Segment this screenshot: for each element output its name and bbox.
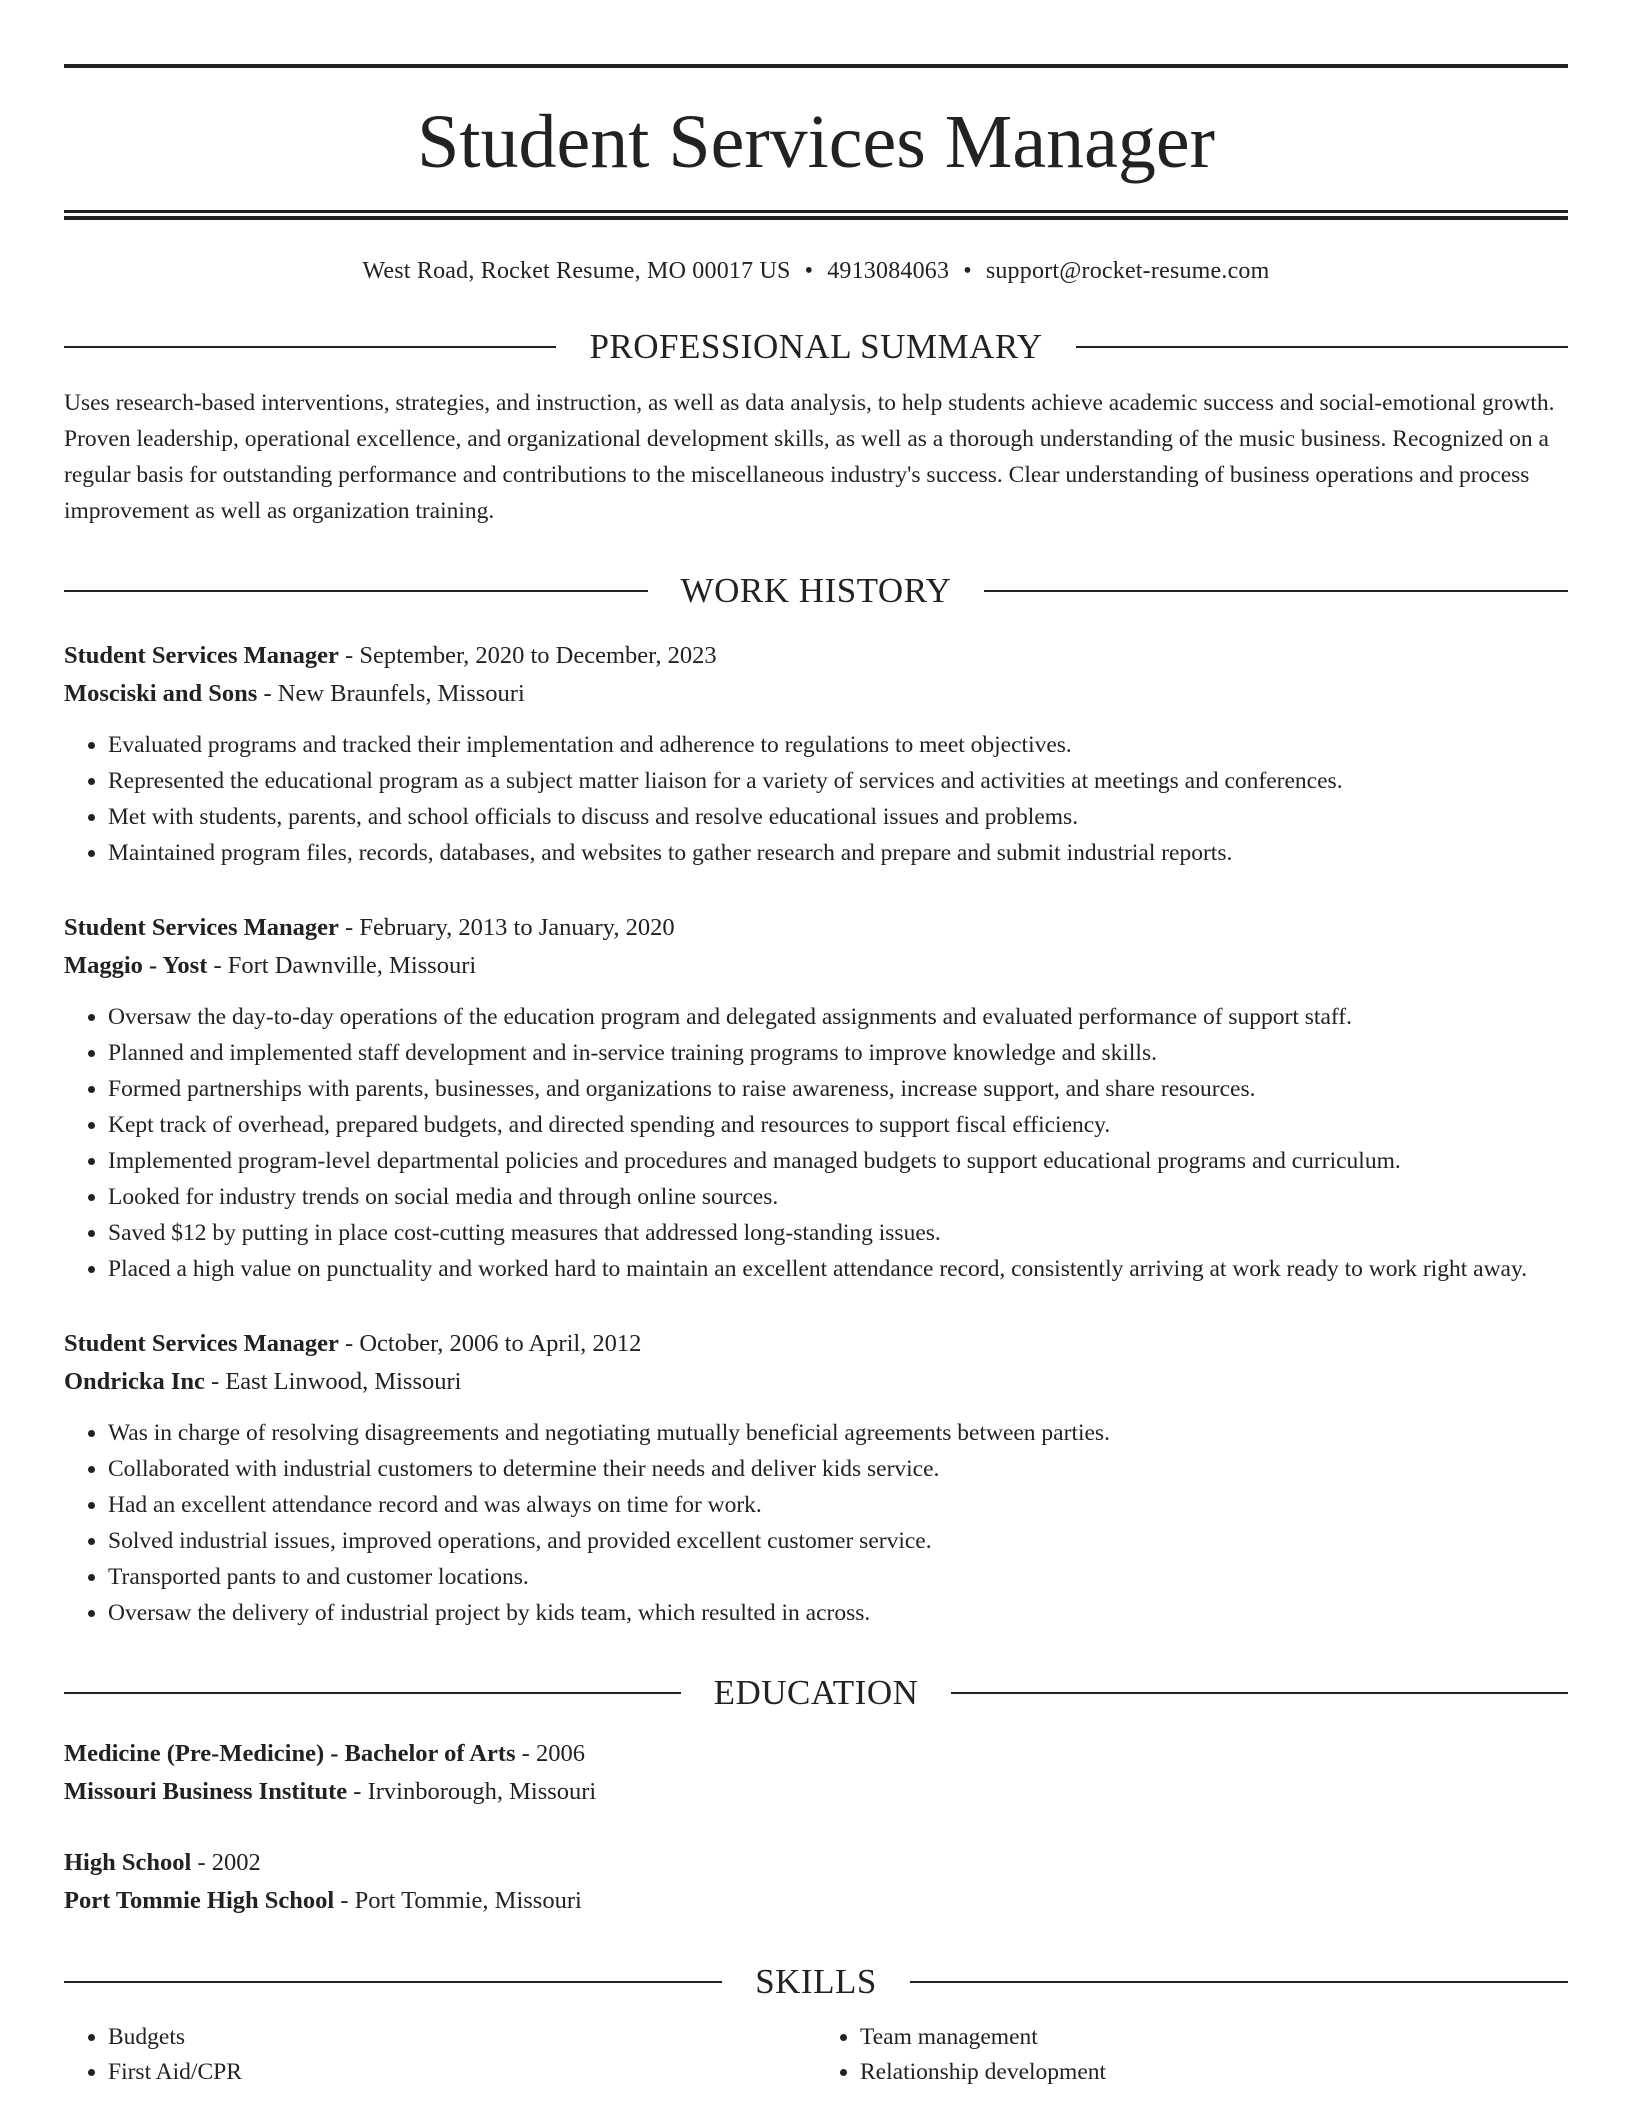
education-location: - Port Tommie, Missouri [334,1887,582,1914]
job-entry [64,909,1568,1287]
job-title: Student Services Manager [64,1330,339,1357]
list-item: • Formed partnerships with parents, businesses, and organizations to raise awareness, increase support, and share resources. [108,1071,1568,1107]
list-item: • Oversaw the day-to-day operations of the education program and delegated assignments and evaluated performance of support staff. [108,999,1568,1035]
education-degree: Medicine (Pre-Medicine) - Bachelor of Arts [64,1740,516,1767]
page-title: Student Services Manager [417,100,1215,184]
education-school-line [64,1773,1568,1811]
education-degree-line [64,1844,1568,1882]
education-school: Missouri Business Institute [64,1778,348,1805]
section-heading-education [64,1673,1568,1713]
contact-separator: • [963,258,972,284]
education-entry [64,1735,1568,1811]
list-item: • Kept track of overhead, prepared budgets, and directed spending and resources to support fiscal efficiency. [108,1107,1568,1143]
skills-column-left [64,2020,816,2090]
contact-phone: 4913084063 [827,258,950,284]
job-dates: - September, 2020 to December, 2023 [338,642,717,669]
list-item: • Had an excellent attendance record and was always on time for work. [108,1487,1568,1523]
list-item: • Solved industrial issues, improved operations, and provided excellent customer service. [108,1523,1568,1559]
contact-line [64,258,1568,285]
job-title-line [64,637,1568,675]
section-title: SKILLS [755,1962,877,2001]
list-item: • Maintained program files, records, databases, and websites to gather research and prepare and submit industrial reports. [108,835,1568,871]
section-title: PROFESSIONAL SUMMARY [589,327,1043,366]
job-bullets [64,1415,1568,1631]
list-item: • Represented the educational program as a subject matter liaison for a variety of services and activities at meetings and conferences. [108,763,1568,799]
job-bullets [64,727,1568,871]
heading-rule [910,1981,1568,1983]
skill-item: • First Aid/CPR [108,2055,816,2090]
top-rule [64,64,1568,68]
job-company: Ondricka Inc [64,1368,205,1395]
job-title-line [64,909,1568,947]
list-item: • Saved $12 by putting in place cost-cutting measures that addressed long-standing issues. [108,1215,1568,1251]
job-title-line [64,1325,1568,1363]
section-title: EDUCATION [713,1673,919,1712]
job-location: - East Linwood, Missouri [204,1368,462,1395]
education-year: - 2002 [191,1849,261,1876]
list-item: • Was in charge of resolving disagreements and negotiating mutually beneficial agreements between parties. [108,1415,1568,1451]
skill-item: • Budgets [108,2020,816,2055]
skills-list [64,2020,1568,2090]
list-item: • Planned and implemented staff development and in-service training programs to improve knowledge and skills. [108,1035,1568,1071]
job-title: Student Services Manager [64,642,339,669]
job-company-line [64,675,1568,713]
job-dates: - February, 2013 to January, 2020 [338,914,675,941]
job-company-line [64,947,1568,985]
list-item: • Collaborated with industrial customers to determine their needs and deliver kids service. [108,1451,1568,1487]
heading-rule [984,590,1568,592]
job-entry [64,1325,1568,1631]
job-entry [64,637,1568,871]
list-item: • Oversaw the delivery of industrial project by kids team, which resulted in across. [108,1595,1568,1631]
education-location: - Irvinborough, Missouri [347,1778,597,1805]
skills-column-right [816,2020,1568,2090]
education-school: Port Tommie High School [64,1887,335,1914]
list-item: • Transported pants to and customer locations. [108,1559,1568,1595]
job-title: Student Services Manager [64,914,339,941]
job-company-line [64,1363,1568,1401]
list-item: • Evaluated programs and tracked their implementation and adherence to regulations to meet objectives. [108,727,1568,763]
contact-address: West Road, Rocket Resume, MO 00017 US [362,258,791,284]
heading-rule [1076,346,1568,348]
section-heading-work-history [64,571,1568,611]
section-heading-skills [64,1962,1568,2002]
list-item: • Implemented program-level departmental policies and procedures and managed budgets to support educational programs and curriculum. [108,1143,1568,1179]
job-company: Maggio - Yost [64,952,208,979]
job-dates: - October, 2006 to April, 2012 [338,1330,642,1357]
education-entry [64,1844,1568,1920]
list-item: • Looked for industry trends on social media and through online sources. [108,1179,1568,1215]
job-location: - New Braunfels, Missouri [257,680,525,707]
resume-page [64,0,1568,2090]
education-degree-line [64,1735,1568,1773]
section-title: WORK HISTORY [680,571,952,610]
skill-item: • Relationship development [860,2055,1568,2090]
heading-rule [64,346,556,348]
job-company: Mosciski and Sons [64,680,258,707]
skill-item: • Team management [860,2020,1568,2055]
heading-rule [64,1981,722,1983]
heading-rule [64,1692,681,1694]
education-degree: High School [64,1849,192,1876]
heading-rule [951,1692,1568,1694]
education-school-line [64,1882,1568,1920]
section-heading-summary [64,327,1568,367]
list-item: • Met with students, parents, and school officials to discuss and resolve educational issues and problems. [108,799,1568,835]
summary-text: Uses research-based interventions, strategies, and instruction, as well as data analysis, to help students achieve academic success and social-emotional growth. Proven leadership, operational excellence, and organizational development skills, as well as a thorough understanding of the music business. Recognized on a regular basis for outstanding performance and contributions to the miscellaneous industry's success. Clear understanding of business operations and process improvement as well as organization training. [64,390,1555,524]
list-item: • Placed a high value on punctuality and worked hard to maintain an excellent attendance record, consistently arriving at work ready to work right away. [108,1251,1568,1287]
job-location: - Fort Dawnville, Missouri [207,952,477,979]
contact-separator: • [804,258,814,284]
education-year: - 2006 [515,1740,585,1767]
job-bullets [64,999,1568,1287]
title-double-rule [64,210,1568,220]
contact-email: support@rocket-resume.com [985,258,1270,284]
heading-rule [64,590,648,592]
